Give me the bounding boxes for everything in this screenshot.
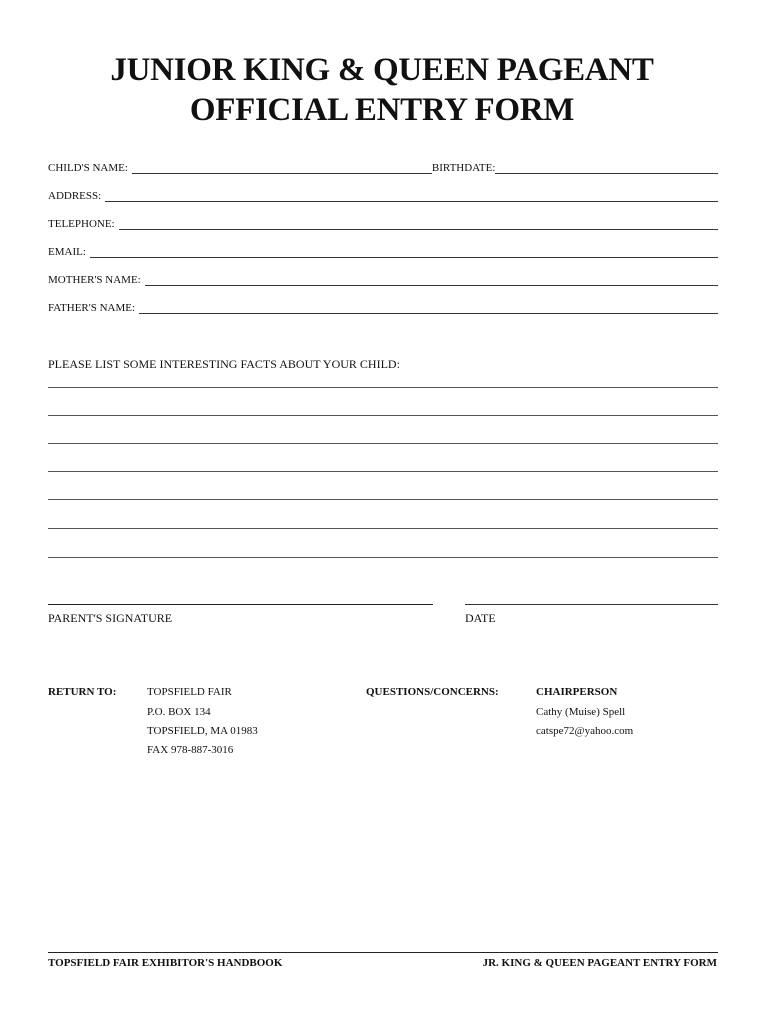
return-to-line-3: TOPSFIELD, MA 01983 [147, 725, 258, 737]
return-to-label: RETURN TO: [48, 686, 117, 698]
address-blank[interactable] [105, 191, 718, 202]
parent-signature-line[interactable] [48, 604, 433, 605]
birthdate-label: BIRTHDATE: [431, 162, 496, 174]
return-to-line-4: FAX 978-887-3016 [147, 744, 234, 756]
facts-line-4[interactable] [48, 471, 718, 472]
childs-name-label: CHILD'S NAME: [48, 162, 128, 174]
childs-name-blank[interactable] [132, 163, 432, 174]
chairperson-label: CHAIRPERSON [536, 686, 618, 698]
chairperson-email[interactable]: catspe72@yahoo.com [536, 725, 634, 737]
email-blank[interactable] [90, 247, 718, 258]
mothers-name-row [48, 272, 718, 286]
childs-name-row [48, 160, 718, 174]
fathers-name-label: FATHER'S NAME: [48, 302, 136, 314]
address-row [48, 188, 718, 202]
address-label: ADDRESS: [48, 190, 102, 202]
facts-line-1[interactable] [48, 387, 718, 388]
form-title-line-1: JUNIOR KING & QUEEN PAGEANT [110, 52, 654, 88]
mothers-name-blank[interactable] [145, 275, 718, 286]
telephone-row [48, 216, 718, 230]
footer-right-text: JR. KING & QUEEN PAGEANT ENTRY FORM [482, 957, 717, 969]
birthdate-blank[interactable] [495, 163, 718, 174]
facts-line-3[interactable] [48, 443, 718, 444]
signature-date-line[interactable] [465, 604, 718, 605]
telephone-label: TELEPHONE: [48, 218, 115, 230]
return-to-line-1: TOPSFIELD FAIR [147, 686, 232, 698]
email-label: EMAIL: [48, 246, 86, 258]
fathers-name-blank[interactable] [139, 303, 718, 314]
facts-line-2[interactable] [48, 415, 718, 416]
email-row [48, 244, 718, 258]
parent-signature-label: PARENT'S SIGNATURE [48, 611, 173, 625]
fathers-name-row [48, 300, 718, 314]
facts-line-5[interactable] [48, 499, 718, 500]
questions-label: QUESTIONS/CONCERNS: [366, 686, 499, 698]
footer-left-text: TOPSFIELD FAIR EXHIBITOR'S HANDBOOK [48, 957, 283, 969]
mothers-name-label: MOTHER'S NAME: [48, 274, 141, 286]
signature-date-label: DATE [465, 611, 496, 625]
footer-divider [48, 952, 718, 953]
facts-line-6[interactable] [48, 528, 718, 529]
chairperson-name: Cathy (Muise) Spell [536, 706, 626, 718]
telephone-blank[interactable] [119, 219, 718, 230]
facts-line-7[interactable] [48, 557, 718, 558]
form-title-line-2: OFFICIAL ENTRY FORM [189, 92, 575, 128]
return-to-line-2: P.O. BOX 134 [147, 706, 211, 718]
facts-label: PLEASE LIST SOME INTERESTING FACTS ABOUT YOUR CHILD: [48, 357, 400, 371]
